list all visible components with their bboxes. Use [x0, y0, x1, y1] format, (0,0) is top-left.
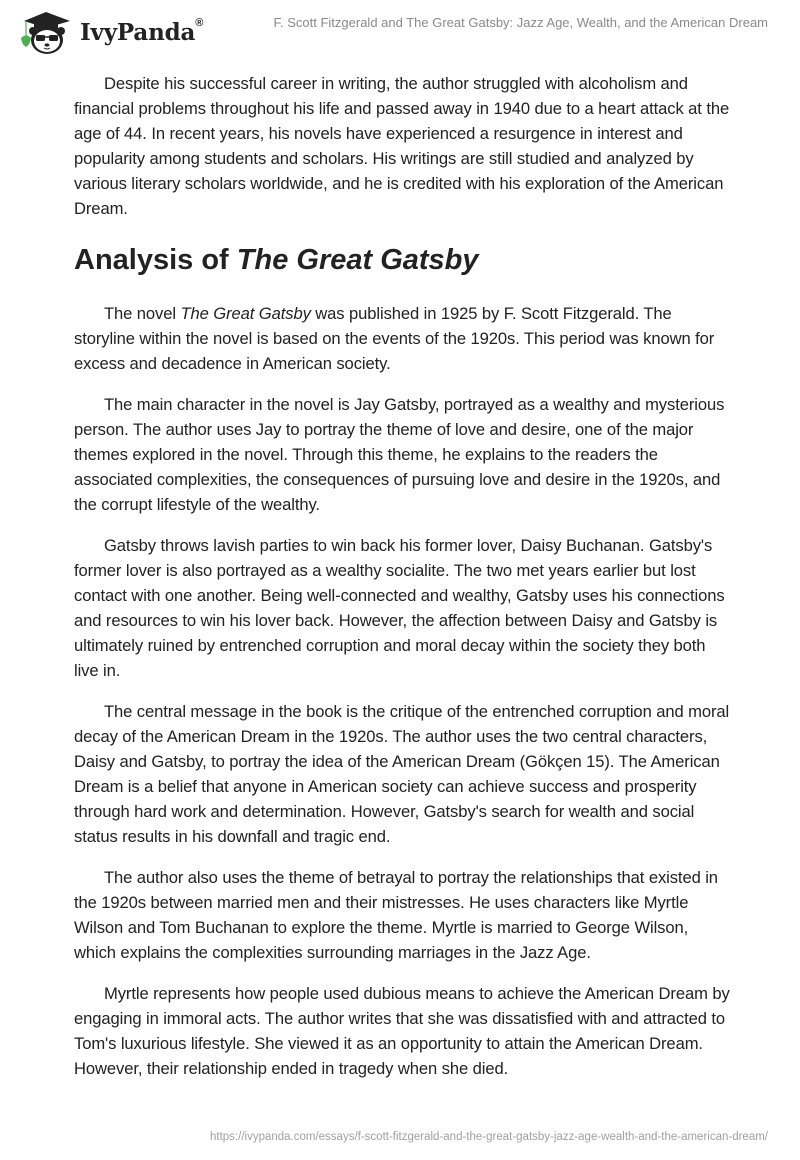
brand-logo[interactable]	[18, 8, 203, 56]
paragraph: Myrtle represents how people used dubious means to achieve the American Dream by engaging in immoral acts. The author writes that she was dissatisfied with and attracted to Tom's luxurious lifestyle. She viewed it as an opportunity to attain the American Dream. However, their relationship ended in tragedy when she died.	[74, 984, 730, 1078]
paragraph: The central message in the book is the critique of the entrenched corruption and moral decay of the American Dream in the 1920s. The author uses the two central characters, Daisy and Gatsby, to portray the idea of the American Dream (Gökçen 15). The American Dream is a belief that anyone in American society can achieve success and prosperity through hard work and determination. However, Gatsby's search for wealth and social status results in his downfall and tragic end.	[74, 702, 730, 846]
paragraph: The main character in the novel is Jay Gatsby, portrayed as a wealthy and mysterious person. The author uses Jay to portray the theme of love and desire, one of the major themes explored in the novel. Through this theme, he explains to the readers the associated complexities, the consequences of pursuing love and desire in the 1920s, and the corrupt lifestyle of the wealthy.	[74, 395, 725, 514]
section-heading: Analysis of The Great Gatsby	[74, 244, 479, 276]
paragraph: The novel The Great Gatsby was published in 1925 by F. Scott Fitzgerald. The storyline within the novel is based on the events of the 1920s. This period was known for excess and decadence in American society.	[74, 304, 715, 373]
paragraph: Gatsby throws lavish parties to win back his former lover, Daisy Buchanan. Gatsby's former lover is also portrayed as a wealthy socialite. The two met years earlier but lost contact with one another. Being well-connected and wealthy, Gatsby uses his connections and resources to win his lover back. However, the affection between Daisy and Gatsby is ultimately ruined by entrenched corruption and moral decay within the society they both live in.	[74, 536, 725, 680]
brand-name: IvyPanda®	[80, 16, 204, 46]
intro-paragraph: Despite his successful career in writing, the author struggled with alcoholism and financial problems throughout his life and passed away in 1940 due to a heart attack at the age of 44. In recent years, his novels have experienced a resurgence in interest and popularity among students and scholars. His writings are still studied and analyzed by various literary scholars worldwide, and he is credited with his exploration of the American Dream.	[74, 74, 730, 218]
document-title: F. Scott Fitzgerald and The Great Gatsby: Jazz Age, Wealth, and the American Dream	[273, 15, 768, 30]
panda-graduate-icon	[18, 8, 76, 56]
article-body	[74, 71, 734, 1097]
paragraph: The author also uses the theme of betrayal to portray the relationships that existed in the 1920s between married men and their mistresses. He uses characters like Myrtle Wilson and Tom Buchanan to explore the theme. Myrtle is married to George Wilson, which explains the complexities surrounding marriages in the Jazz Age.	[74, 868, 718, 962]
page-header	[0, 0, 800, 60]
source-url[interactable]: https://ivypanda.com/essays/f-scott-fitzgerald-and-the-great-gatsby-jazz-age-wealth-and-the-american-dream/	[210, 1131, 768, 1143]
